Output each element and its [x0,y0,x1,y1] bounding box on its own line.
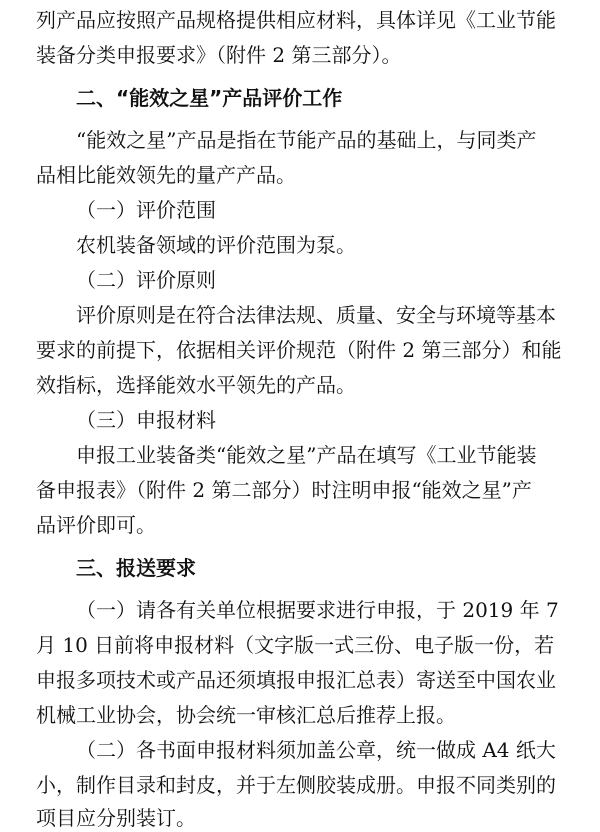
paragraph-line: 装备分类申报要求》（附件 2 第三部分）。 [36,43,402,67]
paragraph-line: 机械工业协会，协会统一审核汇总后推荐上报。 [36,703,456,727]
paragraph-line: 品评价即可。 [36,513,156,537]
paragraph-line: 月 10 日前将申报材料（文字版一式三份、电子版一份，若 [36,633,555,657]
paragraph-line: 列产品应按照产品规格提供相应材料，具体详见《工业节能 [36,8,556,32]
paragraph-line: 农机装备领域的评价范围为泵。 [76,233,356,257]
section-heading: 三、报送要求 [76,556,196,580]
subsection-heading: （一）评价范围 [76,198,216,222]
paragraph-line: 申报工业装备类“能效之星”产品在填写《工业节能装 [76,443,537,467]
section-heading: 二、“能效之星”产品评价工作 [76,86,343,110]
paragraph-line: 申报多项技术或产品还须填报申报汇总表）寄送至中国农业 [36,668,556,692]
subsection-heading: （二）评价原则 [76,268,216,292]
paragraph-line: 评价原则是在符合法律法规、质量、安全与环境等基本 [76,303,556,327]
paragraph-line: 备申报表》（附件 2 第二部分）时注明申报“能效之星”产 [36,478,532,502]
paragraph-line: （一）请各有关单位根据要求进行申报，于 2019 年 7 [76,598,559,622]
paragraph-line: “能效之星”产品是指在节能产品的基础上，与同类产 [76,128,537,152]
paragraph-line: 要求的前提下，依据相关评价规范（附件 2 第三部分）和能 [36,338,562,362]
paragraph-line: 效指标，选择能效水平领先的产品。 [36,373,356,397]
paragraph-line: 小，制作目录和封皮，并于左侧胶装成册。申报不同类别的 [36,773,556,797]
subsection-heading: （三）申报材料 [76,408,216,432]
paragraph-line: 项目应分别装订。 [36,806,196,830]
paragraph-line: 品相比能效领先的量产产品。 [36,163,296,187]
paragraph-line: （二）各书面申报材料须加盖公章，统一做成 A4 纸大 [76,738,556,762]
